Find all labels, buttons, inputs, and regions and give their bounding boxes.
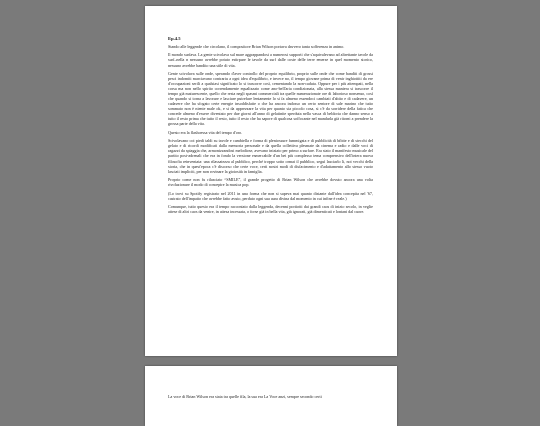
paragraph-6: Proprio come non fu rilasciato “SMILE”, il grande progetto di Brian Wilson che avrebbe dovuto ancora una volta rivoluzionare il modo di concepire la musica pop. xyxy=(168,177,373,188)
paragraph-9: La voce di Brian Wilson era stata tra quelle fila, la sua era La Voce anzi, sempre secondo certi xyxy=(168,394,322,399)
paragraph-7: (Lo trovi su Spotify registrato nel 2011 in una forma che non si sapeva mai quanto distante dall'idea concepita nel '67, castrato dell'impatto che avrebbe fatto avuto, perduto ogni sua aura divina dal momento in cui infine è reale.) xyxy=(168,190,373,201)
paragraph-5: Scivolavano coi piedi taldi su tavole e cambiella e forma di pleniossure fummigata e di pubblicità di bibite e di stecchi del gelato e di ricordi modificati dalla memoria personale e da quella collettiva plesmate da cinema e radio e dalle voci di ragazzi da spiaggia che, armonizzandosi melodiose, avevano iniziato per primo a surfare. Era stato il manifesto musicale del partito post-adrenali che era in fondo la versione esmercabile d'un bei più complesso tema comprensivo dell'intera nuova filosofia reinventata: una rilassatezza al pubblico, perché troppo sotto ormai il pubblico, seguì lasciarlo li, noi vecchi della storia, che in quest'epoca c'è discorso che certe voce, certi nostri modi di disfacimento e d'adattamento allo stesso vuoto lasciati impliciti, per non rovinare la gioiosità in famiglia. xyxy=(168,138,373,174)
document-page-1 xyxy=(145,6,397,356)
paragraph-1: Stando alle leggende che circolano, il compositore Brian Wilson portava davvero tanta sofferenza in animo. xyxy=(168,44,345,49)
paragraph-2: Il mondo surfava. La gente scivolava sul mare aggrappandosi a numerosi supporti che s'aquivalevano ad altrettante tavole da surf–nella n nessuno avrebbe potuto estirpare le tavole da surf dalle coste delle terre emerse in quel momento storico, nessuno avrebbe bandito una stile di vita. xyxy=(168,52,373,68)
paragraph-4: Questo era la flashoessa vita del tempo d'oro. xyxy=(168,129,243,135)
document-page-2 xyxy=(145,366,397,426)
page-heading: Ep.4.5 xyxy=(168,36,181,41)
paragraph-8: Comunque, tutto questo era il tempo raccontato dalla leggenda, decenni portiotti dai grandi caos di inizio secolo, in veglie attese di altri caos da venire, in attesa incessata, o forse già in bella vita, già ignorati, già dimenticati e lontani dal cuore. xyxy=(168,204,373,215)
paragraph-3: Gente scivolava sulle onde, sperando d'aver controllo del proprio equilibrio, proprio sulle onde che come banditi di grossi pesci indomiti marciavano contrariu a ogni idea d'equilibrio, e invece no, il tempo giovane prima di venir inghiottiti da ere d'occupazioni serili a qualsiasi significato lo si trascorre così, cementando la non-caduta. Oppure per i più attempati, nella corsa ma non nello spirito correndamente equalizzato come ano-bell'aria condizionata, alla stessa maniera si trascorre il tempo già maturescente, quello che resta negli spasmi commerciali tra quelle numerazionate ore di laborioso nonsenso, così che quando si torna a lavorare e lasciare putrefare lentamente lo si fa almeno essendoci cambiati d'abito e di cadavere, un cadavere che ha sfogato certe energie insoddisfatte o che ha ancora indosso un certo sentore di sale marino che tutto sommato non è niente male ok, e si da apprezzare la vita per quanto sia piccolo cosa, si c'è da sorridere della fatica che concede almeno d'essere diventato per due giorni all'anno di gelatinite sperduta nella vasca di beldoria che danno senso a tutto il resto prima che tutto il resto, tutto il resto che ha sapore di qualcosa soffocante nel mandarla già ritorni a prendere la grossa parte della vita. xyxy=(168,70,373,127)
